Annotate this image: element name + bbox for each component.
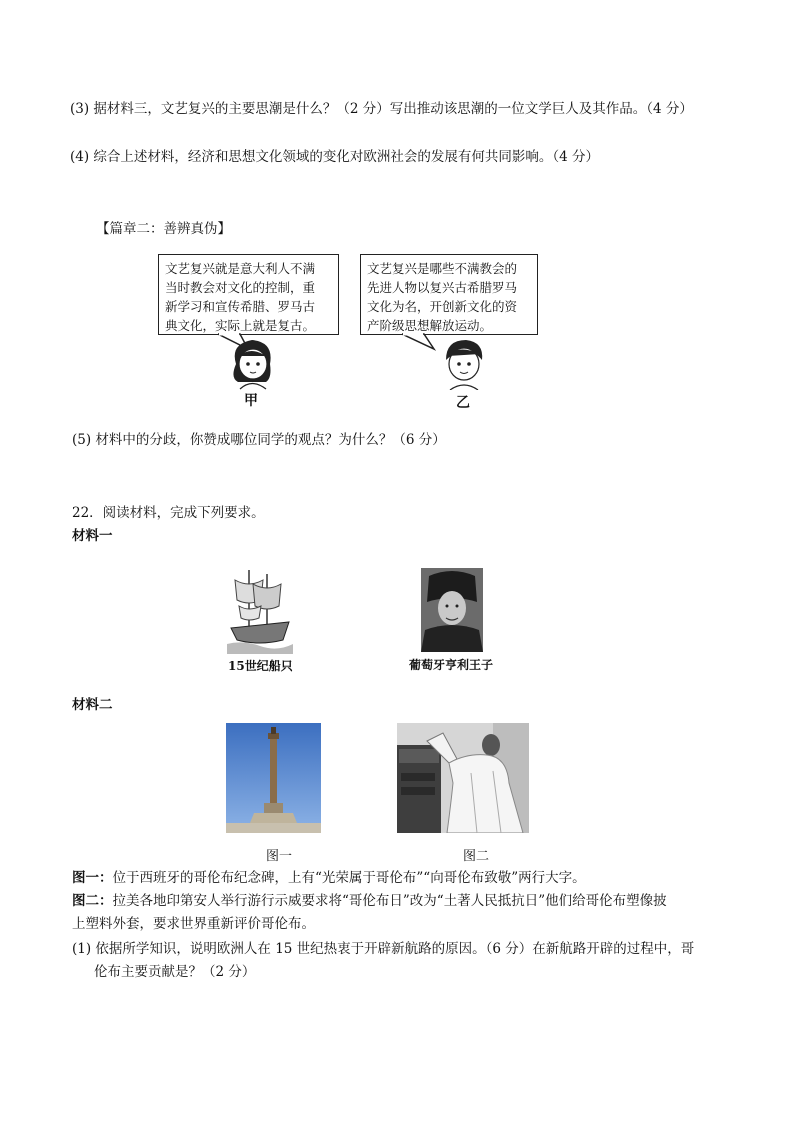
bubble-jia-line: 当时教会对文化的控制，重	[165, 280, 316, 295]
question-3: (3) 据材料三，文艺复兴的主要思潮是什么？（2 分）写出推动该思潮的一位文学巨人及其作品。（4 分）	[70, 101, 693, 117]
section-heading: 【篇章二：善辨真伪】	[96, 221, 231, 237]
bubble-jia-line: 典文化，实际上就是复古。	[165, 318, 316, 333]
prince-henry-image	[421, 568, 483, 652]
question-4: (4) 综合上述材料，经济和思想文化领域的变化对欧洲社会的发展有何共同影响。（4 分）	[70, 149, 600, 165]
figure-1-note-label: 图一：	[72, 870, 113, 886]
ship-image	[227, 566, 293, 654]
question-22-1: (1) 依据所学知识，说明欧洲人在 15 世纪热衷于开辟新航路的原因。（6 分）在新航路开辟的过程中，哥	[72, 941, 695, 957]
speech-bubble-jia	[158, 254, 339, 335]
figure-1-note-text: 位于西班牙的哥伦布纪念碑，上有“光荣属于哥伦布”“向哥伦布致敬”两行大字。	[112, 870, 586, 886]
prince-caption: 葡萄牙亨利王子	[409, 658, 494, 672]
question-5: (5) 材料中的分歧，你赞成哪位同学的观点？为什么？（6 分）	[72, 432, 446, 448]
figure-2-note	[72, 892, 667, 910]
figure-1-caption: 图一	[266, 849, 293, 864]
label-yi: 乙	[456, 395, 470, 411]
bubble-yi-line: 先进人物以复兴古希腊罗马	[367, 280, 518, 295]
columbus-monument-image	[226, 723, 321, 833]
bubble-yi-line: 产阶级思想解放运动。	[367, 318, 493, 333]
label-jia: 甲	[244, 393, 258, 409]
figure-2-note-text: 拉美各地印第安人举行游行示威要求将“哥伦布日”改为“土著人民抵抗日”他们给哥伦布塑像披	[112, 893, 667, 909]
ship-caption: 15世纪船只	[228, 659, 293, 673]
figure-1-note	[72, 869, 586, 887]
question-22-intro: 22．阅读材料，完成下列要求。	[72, 505, 265, 521]
figure-2-note-label: 图二：	[72, 893, 113, 909]
boy-yi-illustration	[434, 334, 494, 390]
columbus-statue-image	[397, 723, 529, 833]
question-22-1-continued: 伦布主要贡献是？（2 分）	[94, 964, 256, 980]
material-1-label: 材料一	[72, 528, 113, 544]
figure-2-note-continued: 上塑料外套，要求世界重新评价哥伦布。	[72, 916, 315, 932]
material-2-label: 材料二	[72, 697, 113, 713]
girl-jia-illustration	[222, 334, 282, 390]
bubble-yi-line: 文艺复兴是哪些不满教会的	[367, 261, 518, 276]
bubble-yi-line: 文化为名，开创新文化的资	[367, 299, 518, 314]
bubble-jia-line: 新学习和宣传希腊、罗马古	[165, 299, 316, 314]
bubble-jia-line: 文艺复兴就是意大利人不满	[165, 261, 316, 276]
figure-2-caption: 图二	[463, 849, 490, 864]
speech-bubble-yi	[360, 254, 538, 335]
